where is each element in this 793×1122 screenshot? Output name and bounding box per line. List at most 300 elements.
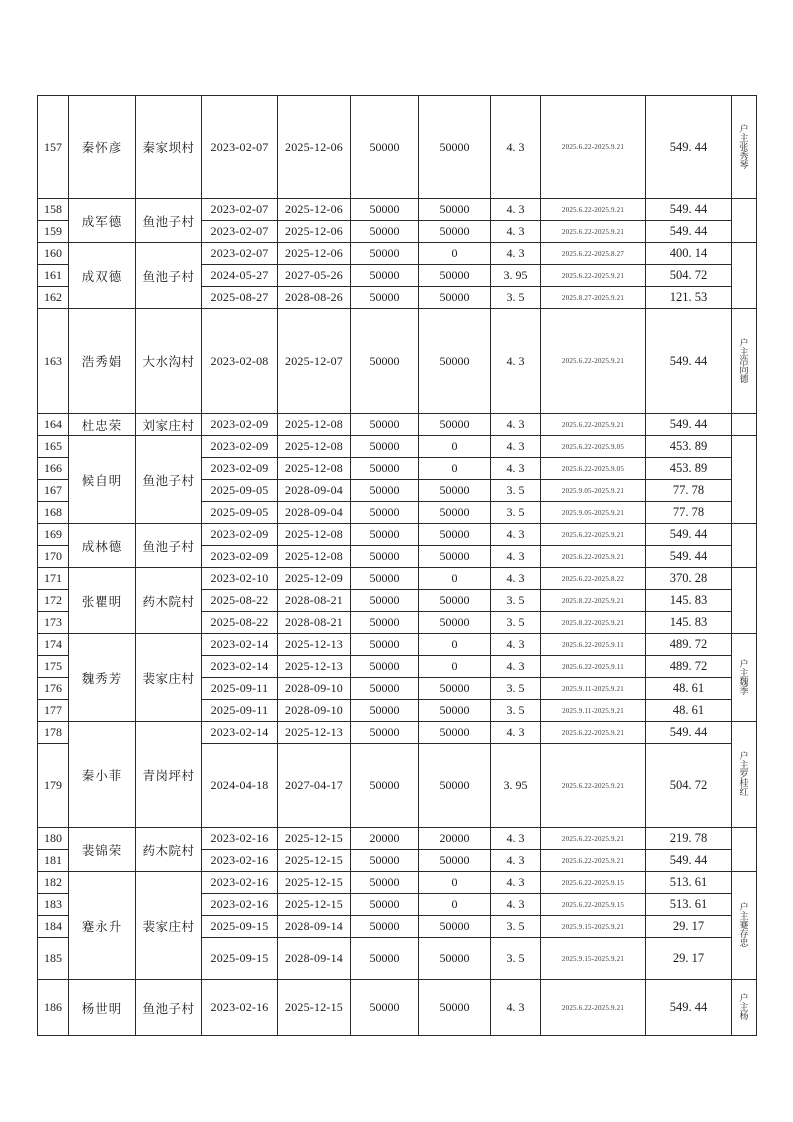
village-cell: 鱼池子村 [136, 243, 202, 309]
rate-cell: 4. 3 [491, 722, 541, 744]
end-date-cell: 2025-12-06 [278, 96, 351, 199]
loan-amount-cell: 50000 [351, 287, 419, 309]
interest-period-cell: 2025.6.22-2025.9.21 [541, 546, 646, 568]
household-note-vertical-text: 户 主 罗 桂 红 [739, 751, 749, 797]
balance-cell: 0 [419, 656, 491, 678]
row-number-cell: 165 [38, 436, 69, 458]
loan-amount-cell: 50000 [351, 221, 419, 243]
row-number-cell: 181 [38, 850, 69, 872]
interest-amount-cell: 145. 83 [646, 590, 732, 612]
record-row [38, 309, 757, 414]
borrower-name-cell: 裴锦荣 [69, 828, 136, 872]
end-date-cell: 2025-12-08 [278, 414, 351, 436]
balance-cell: 50000 [419, 265, 491, 287]
row-number-cell: 170 [38, 546, 69, 568]
balance-cell: 0 [419, 568, 491, 590]
interest-amount-cell: 549. 44 [646, 199, 732, 221]
balance-cell: 50000 [419, 221, 491, 243]
household-note-cell [732, 199, 757, 243]
interest-period-cell: 2025.6.22-2025.9.05 [541, 458, 646, 480]
end-date-cell: 2028-09-14 [278, 916, 351, 938]
end-date-cell: 2025-12-08 [278, 458, 351, 480]
household-note-cell [732, 828, 757, 872]
record-row [38, 722, 757, 744]
interest-period-cell: 2025.9.05-2025.9.21 [541, 502, 646, 524]
balance-cell: 50000 [419, 502, 491, 524]
interest-amount-cell: 370. 28 [646, 568, 732, 590]
rate-cell: 4. 3 [491, 436, 541, 458]
record-row [38, 828, 757, 850]
rate-cell: 3. 5 [491, 480, 541, 502]
interest-period-cell: 2025.6.22-2025.9.21 [541, 828, 646, 850]
household-note-cell [732, 309, 757, 414]
borrower-name-cell: 浩秀娟 [69, 309, 136, 414]
balance-cell: 50000 [419, 309, 491, 414]
record-row [38, 568, 757, 590]
balance-cell: 0 [419, 894, 491, 916]
interest-period-cell: 2025.6.22-2025.9.15 [541, 894, 646, 916]
start-date-cell: 2023-02-16 [202, 872, 278, 894]
end-date-cell: 2025-12-06 [278, 199, 351, 221]
balance-cell: 50000 [419, 678, 491, 700]
start-date-cell: 2023-02-16 [202, 980, 278, 1036]
interest-period-cell: 2025.6.22-2025.9.21 [541, 221, 646, 243]
village-cell: 药木院村 [136, 568, 202, 634]
interest-period-cell: 2025.9.11-2025.9.21 [541, 700, 646, 722]
rate-cell: 3. 5 [491, 938, 541, 980]
end-date-cell: 2028-09-10 [278, 700, 351, 722]
loan-amount-cell: 50000 [351, 980, 419, 1036]
row-number-cell: 173 [38, 612, 69, 634]
row-number-cell: 163 [38, 309, 69, 414]
balance-cell: 50000 [419, 546, 491, 568]
interest-period-cell: 2025.6.22-2025.8.22 [541, 568, 646, 590]
interest-period-cell: 2025.9.15-2025.9.21 [541, 916, 646, 938]
loan-amount-cell: 50000 [351, 938, 419, 980]
rate-cell: 3. 5 [491, 590, 541, 612]
household-note-cell [732, 722, 757, 828]
village-cell: 青岗坪村 [136, 722, 202, 828]
end-date-cell: 2028-09-04 [278, 502, 351, 524]
interest-amount-cell: 219. 78 [646, 828, 732, 850]
rate-cell: 4. 3 [491, 221, 541, 243]
rate-cell: 4. 3 [491, 656, 541, 678]
row-number-cell: 169 [38, 524, 69, 546]
interest-amount-cell: 77. 78 [646, 480, 732, 502]
start-date-cell: 2024-05-27 [202, 265, 278, 287]
interest-amount-cell: 453. 89 [646, 458, 732, 480]
balance-cell: 0 [419, 436, 491, 458]
rate-cell: 4. 3 [491, 850, 541, 872]
start-date-cell: 2025-09-11 [202, 678, 278, 700]
balance-cell: 50000 [419, 414, 491, 436]
row-number-cell: 162 [38, 287, 69, 309]
household-note-cell [732, 436, 757, 524]
start-date-cell: 2025-09-05 [202, 480, 278, 502]
end-date-cell: 2025-12-15 [278, 894, 351, 916]
end-date-cell: 2025-12-07 [278, 309, 351, 414]
end-date-cell: 2025-12-06 [278, 243, 351, 265]
interest-period-cell: 2025.6.22-2025.9.05 [541, 436, 646, 458]
household-note-vertical-text: 户 主 张 秀 琴 [739, 123, 749, 170]
end-date-cell: 2028-08-21 [278, 590, 351, 612]
interest-amount-cell: 549. 44 [646, 309, 732, 414]
rate-cell: 4. 3 [491, 828, 541, 850]
loan-amount-cell: 50000 [351, 590, 419, 612]
interest-period-cell: 2025.8.27-2025.9.21 [541, 287, 646, 309]
end-date-cell: 2025-12-06 [278, 221, 351, 243]
loan-amount-cell: 50000 [351, 502, 419, 524]
interest-amount-cell: 489. 72 [646, 634, 732, 656]
village-cell: 鱼池子村 [136, 524, 202, 568]
interest-amount-cell: 48. 61 [646, 700, 732, 722]
end-date-cell: 2028-09-10 [278, 678, 351, 700]
balance-cell: 50000 [419, 287, 491, 309]
loan-amount-cell: 50000 [351, 414, 419, 436]
start-date-cell: 2023-02-16 [202, 850, 278, 872]
loan-amount-cell: 50000 [351, 872, 419, 894]
interest-amount-cell: 145. 83 [646, 612, 732, 634]
row-number-cell: 186 [38, 980, 69, 1036]
rate-cell: 3. 5 [491, 502, 541, 524]
rate-cell: 4. 3 [491, 414, 541, 436]
interest-period-cell: 2025.6.22-2025.9.21 [541, 96, 646, 199]
village-cell: 大水沟村 [136, 309, 202, 414]
interest-amount-cell: 549. 44 [646, 722, 732, 744]
balance-cell: 0 [419, 458, 491, 480]
start-date-cell: 2023-02-14 [202, 634, 278, 656]
start-date-cell: 2023-02-07 [202, 221, 278, 243]
rate-cell: 3. 5 [491, 287, 541, 309]
record-row [38, 436, 757, 458]
balance-cell: 50000 [419, 938, 491, 980]
village-cell: 鱼池子村 [136, 436, 202, 524]
start-date-cell: 2023-02-16 [202, 894, 278, 916]
end-date-cell: 2028-08-26 [278, 287, 351, 309]
rate-cell: 4. 3 [491, 894, 541, 916]
row-number-cell: 166 [38, 458, 69, 480]
rate-cell: 3. 5 [491, 678, 541, 700]
start-date-cell: 2023-02-10 [202, 568, 278, 590]
interest-period-cell: 2025.8.22-2025.9.21 [541, 590, 646, 612]
start-date-cell: 2025-09-15 [202, 938, 278, 980]
borrower-name-cell: 杨世明 [69, 980, 136, 1036]
row-number-cell: 175 [38, 656, 69, 678]
record-row [38, 634, 757, 656]
balance-cell: 50000 [419, 916, 491, 938]
balance-cell: 50000 [419, 980, 491, 1036]
balance-cell: 50000 [419, 524, 491, 546]
start-date-cell: 2025-08-22 [202, 612, 278, 634]
balance-cell: 50000 [419, 480, 491, 502]
row-number-cell: 183 [38, 894, 69, 916]
records-table-body [38, 96, 757, 1036]
household-note-vertical-text: 户 主 浩 向 德 [739, 337, 749, 384]
borrower-name-cell: 蹇永升 [69, 872, 136, 980]
interest-amount-cell: 513. 61 [646, 894, 732, 916]
rate-cell: 3. 95 [491, 265, 541, 287]
interest-amount-cell: 549. 44 [646, 546, 732, 568]
rate-cell: 4. 3 [491, 634, 541, 656]
row-number-cell: 157 [38, 96, 69, 199]
balance-cell: 20000 [419, 828, 491, 850]
loan-amount-cell: 50000 [351, 722, 419, 744]
row-number-cell: 168 [38, 502, 69, 524]
household-note-cell [732, 634, 757, 722]
row-number-cell: 167 [38, 480, 69, 502]
end-date-cell: 2027-04-17 [278, 744, 351, 828]
household-note-cell [732, 96, 757, 199]
rate-cell: 4. 3 [491, 199, 541, 221]
borrower-name-cell: 张瞿明 [69, 568, 136, 634]
row-number-cell: 178 [38, 722, 69, 744]
start-date-cell: 2024-04-18 [202, 744, 278, 828]
rate-cell: 4. 3 [491, 243, 541, 265]
interest-period-cell: 2025.6.22-2025.9.21 [541, 524, 646, 546]
end-date-cell: 2025-12-13 [278, 722, 351, 744]
household-note-vertical-text: 户 主 魏 季 [739, 658, 749, 696]
interest-amount-cell: 77. 78 [646, 502, 732, 524]
start-date-cell: 2023-02-07 [202, 96, 278, 199]
end-date-cell: 2025-12-13 [278, 656, 351, 678]
start-date-cell: 2025-08-22 [202, 590, 278, 612]
balance-cell: 0 [419, 243, 491, 265]
start-date-cell: 2023-02-16 [202, 828, 278, 850]
interest-amount-cell: 453. 89 [646, 436, 732, 458]
start-date-cell: 2023-02-09 [202, 458, 278, 480]
record-row [38, 96, 757, 199]
loan-amount-cell: 50000 [351, 265, 419, 287]
row-number-cell: 177 [38, 700, 69, 722]
row-number-cell: 159 [38, 221, 69, 243]
start-date-cell: 2025-09-11 [202, 700, 278, 722]
row-number-cell: 158 [38, 199, 69, 221]
interest-period-cell: 2025.6.22-2025.9.21 [541, 744, 646, 828]
rate-cell: 4. 3 [491, 568, 541, 590]
record-row [38, 414, 757, 436]
end-date-cell: 2025-12-08 [278, 524, 351, 546]
borrower-name-cell: 秦怀彦 [69, 96, 136, 199]
record-row [38, 199, 757, 221]
end-date-cell: 2028-08-21 [278, 612, 351, 634]
row-number-cell: 185 [38, 938, 69, 980]
interest-period-cell: 2025.6.22-2025.9.21 [541, 850, 646, 872]
village-cell: 裴家庄村 [136, 634, 202, 722]
row-number-cell: 176 [38, 678, 69, 700]
start-date-cell: 2025-09-15 [202, 916, 278, 938]
row-number-cell: 172 [38, 590, 69, 612]
balance-cell: 50000 [419, 612, 491, 634]
borrower-name-cell: 候自明 [69, 436, 136, 524]
borrower-name-cell: 成双德 [69, 243, 136, 309]
loan-amount-cell: 50000 [351, 744, 419, 828]
start-date-cell: 2025-09-05 [202, 502, 278, 524]
interest-amount-cell: 121. 53 [646, 287, 732, 309]
household-note-cell [732, 243, 757, 309]
loan-amount-cell: 50000 [351, 524, 419, 546]
loan-amount-cell: 50000 [351, 480, 419, 502]
interest-amount-cell: 489. 72 [646, 656, 732, 678]
village-cell: 鱼池子村 [136, 199, 202, 243]
borrower-name-cell: 秦小菲 [69, 722, 136, 828]
interest-amount-cell: 513. 61 [646, 872, 732, 894]
row-number-cell: 180 [38, 828, 69, 850]
interest-amount-cell: 504. 72 [646, 265, 732, 287]
village-cell: 药木院村 [136, 828, 202, 872]
rate-cell: 4. 3 [491, 309, 541, 414]
rate-cell: 4. 3 [491, 980, 541, 1036]
end-date-cell: 2028-09-14 [278, 938, 351, 980]
rate-cell: 4. 3 [491, 458, 541, 480]
interest-period-cell: 2025.6.22-2025.9.21 [541, 414, 646, 436]
rate-cell: 3. 5 [491, 916, 541, 938]
record-row [38, 243, 757, 265]
row-number-cell: 174 [38, 634, 69, 656]
records-table [37, 95, 757, 1036]
interest-period-cell: 2025.6.22-2025.9.15 [541, 872, 646, 894]
record-row [38, 980, 757, 1036]
rate-cell: 4. 3 [491, 96, 541, 199]
village-cell: 裴家庄村 [136, 872, 202, 980]
household-note-cell [732, 872, 757, 980]
household-note-cell [732, 524, 757, 568]
interest-period-cell: 2025.6.22-2025.9.21 [541, 309, 646, 414]
end-date-cell: 2025-12-15 [278, 980, 351, 1036]
interest-period-cell: 2025.8.22-2025.9.21 [541, 612, 646, 634]
start-date-cell: 2023-02-09 [202, 436, 278, 458]
rate-cell: 3. 5 [491, 612, 541, 634]
household-note-vertical-text: 户 主 蹇 存 忠 [739, 902, 749, 948]
loan-amount-cell: 50000 [351, 894, 419, 916]
interest-amount-cell: 48. 61 [646, 678, 732, 700]
end-date-cell: 2025-12-15 [278, 850, 351, 872]
interest-amount-cell: 549. 44 [646, 524, 732, 546]
start-date-cell: 2023-02-09 [202, 546, 278, 568]
loan-amount-cell: 50000 [351, 612, 419, 634]
record-row [38, 524, 757, 546]
start-date-cell: 2023-02-07 [202, 199, 278, 221]
household-note-cell [732, 980, 757, 1036]
household-note-vertical-text: 户 主 杨 [739, 993, 749, 1021]
interest-amount-cell: 549. 44 [646, 414, 732, 436]
loan-amount-cell: 50000 [351, 916, 419, 938]
interest-period-cell: 2025.6.22-2025.9.21 [541, 199, 646, 221]
end-date-cell: 2028-09-04 [278, 480, 351, 502]
end-date-cell: 2025-12-08 [278, 546, 351, 568]
interest-amount-cell: 549. 44 [646, 221, 732, 243]
rate-cell: 3. 5 [491, 700, 541, 722]
start-date-cell: 2023-02-14 [202, 722, 278, 744]
row-number-cell: 171 [38, 568, 69, 590]
start-date-cell: 2023-02-07 [202, 243, 278, 265]
row-number-cell: 184 [38, 916, 69, 938]
interest-period-cell: 2025.6.22-2025.9.11 [541, 656, 646, 678]
row-number-cell: 161 [38, 265, 69, 287]
loan-amount-cell: 20000 [351, 828, 419, 850]
rate-cell: 3. 95 [491, 744, 541, 828]
interest-amount-cell: 400. 14 [646, 243, 732, 265]
village-cell: 秦家坝村 [136, 96, 202, 199]
start-date-cell: 2023-02-14 [202, 656, 278, 678]
household-note-cell [732, 568, 757, 634]
interest-amount-cell: 29. 17 [646, 916, 732, 938]
interest-amount-cell: 549. 44 [646, 980, 732, 1036]
balance-cell: 50000 [419, 700, 491, 722]
row-number-cell: 182 [38, 872, 69, 894]
village-cell: 鱼池子村 [136, 980, 202, 1036]
interest-period-cell: 2025.6.22-2025.9.21 [541, 722, 646, 744]
household-note-cell [732, 414, 757, 436]
interest-period-cell: 2025.6.22-2025.9.11 [541, 634, 646, 656]
loan-amount-cell: 50000 [351, 634, 419, 656]
row-number-cell: 160 [38, 243, 69, 265]
balance-cell: 50000 [419, 199, 491, 221]
balance-cell: 50000 [419, 722, 491, 744]
balance-cell: 0 [419, 634, 491, 656]
interest-period-cell: 2025.6.22-2025.8.27 [541, 243, 646, 265]
loan-amount-cell: 50000 [351, 656, 419, 678]
interest-period-cell: 2025.9.11-2025.9.21 [541, 678, 646, 700]
interest-period-cell: 2025.9.15-2025.9.21 [541, 938, 646, 980]
row-number-cell: 179 [38, 744, 69, 828]
start-date-cell: 2025-08-27 [202, 287, 278, 309]
loan-amount-cell: 50000 [351, 96, 419, 199]
loan-amount-cell: 50000 [351, 850, 419, 872]
loan-amount-cell: 50000 [351, 700, 419, 722]
balance-cell: 0 [419, 872, 491, 894]
start-date-cell: 2023-02-09 [202, 524, 278, 546]
interest-period-cell: 2025.9.05-2025.9.21 [541, 480, 646, 502]
interest-amount-cell: 504. 72 [646, 744, 732, 828]
loan-amount-cell: 50000 [351, 568, 419, 590]
interest-amount-cell: 549. 44 [646, 850, 732, 872]
loan-amount-cell: 50000 [351, 309, 419, 414]
interest-period-cell: 2025.6.22-2025.9.21 [541, 980, 646, 1036]
record-row [38, 872, 757, 894]
start-date-cell: 2023-02-08 [202, 309, 278, 414]
end-date-cell: 2025-12-08 [278, 436, 351, 458]
loan-amount-cell: 50000 [351, 546, 419, 568]
loan-amount-cell: 50000 [351, 199, 419, 221]
interest-amount-cell: 29. 17 [646, 938, 732, 980]
loan-amount-cell: 50000 [351, 243, 419, 265]
borrower-name-cell: 杜忠荣 [69, 414, 136, 436]
balance-cell: 50000 [419, 590, 491, 612]
end-date-cell: 2025-12-13 [278, 634, 351, 656]
interest-period-cell: 2025.6.22-2025.9.21 [541, 265, 646, 287]
row-number-cell: 164 [38, 414, 69, 436]
end-date-cell: 2025-12-09 [278, 568, 351, 590]
rate-cell: 4. 3 [491, 546, 541, 568]
borrower-name-cell: 魏秀芳 [69, 634, 136, 722]
interest-amount-cell: 549. 44 [646, 96, 732, 199]
end-date-cell: 2027-05-26 [278, 265, 351, 287]
balance-cell: 50000 [419, 96, 491, 199]
rate-cell: 4. 3 [491, 524, 541, 546]
rate-cell: 4. 3 [491, 872, 541, 894]
start-date-cell: 2023-02-09 [202, 414, 278, 436]
village-cell: 刘家庄村 [136, 414, 202, 436]
borrower-name-cell: 成军德 [69, 199, 136, 243]
borrower-name-cell: 成林德 [69, 524, 136, 568]
loan-amount-cell: 50000 [351, 458, 419, 480]
loan-amount-cell: 50000 [351, 436, 419, 458]
loan-amount-cell: 50000 [351, 678, 419, 700]
balance-cell: 50000 [419, 850, 491, 872]
balance-cell: 50000 [419, 744, 491, 828]
end-date-cell: 2025-12-15 [278, 828, 351, 850]
end-date-cell: 2025-12-15 [278, 872, 351, 894]
